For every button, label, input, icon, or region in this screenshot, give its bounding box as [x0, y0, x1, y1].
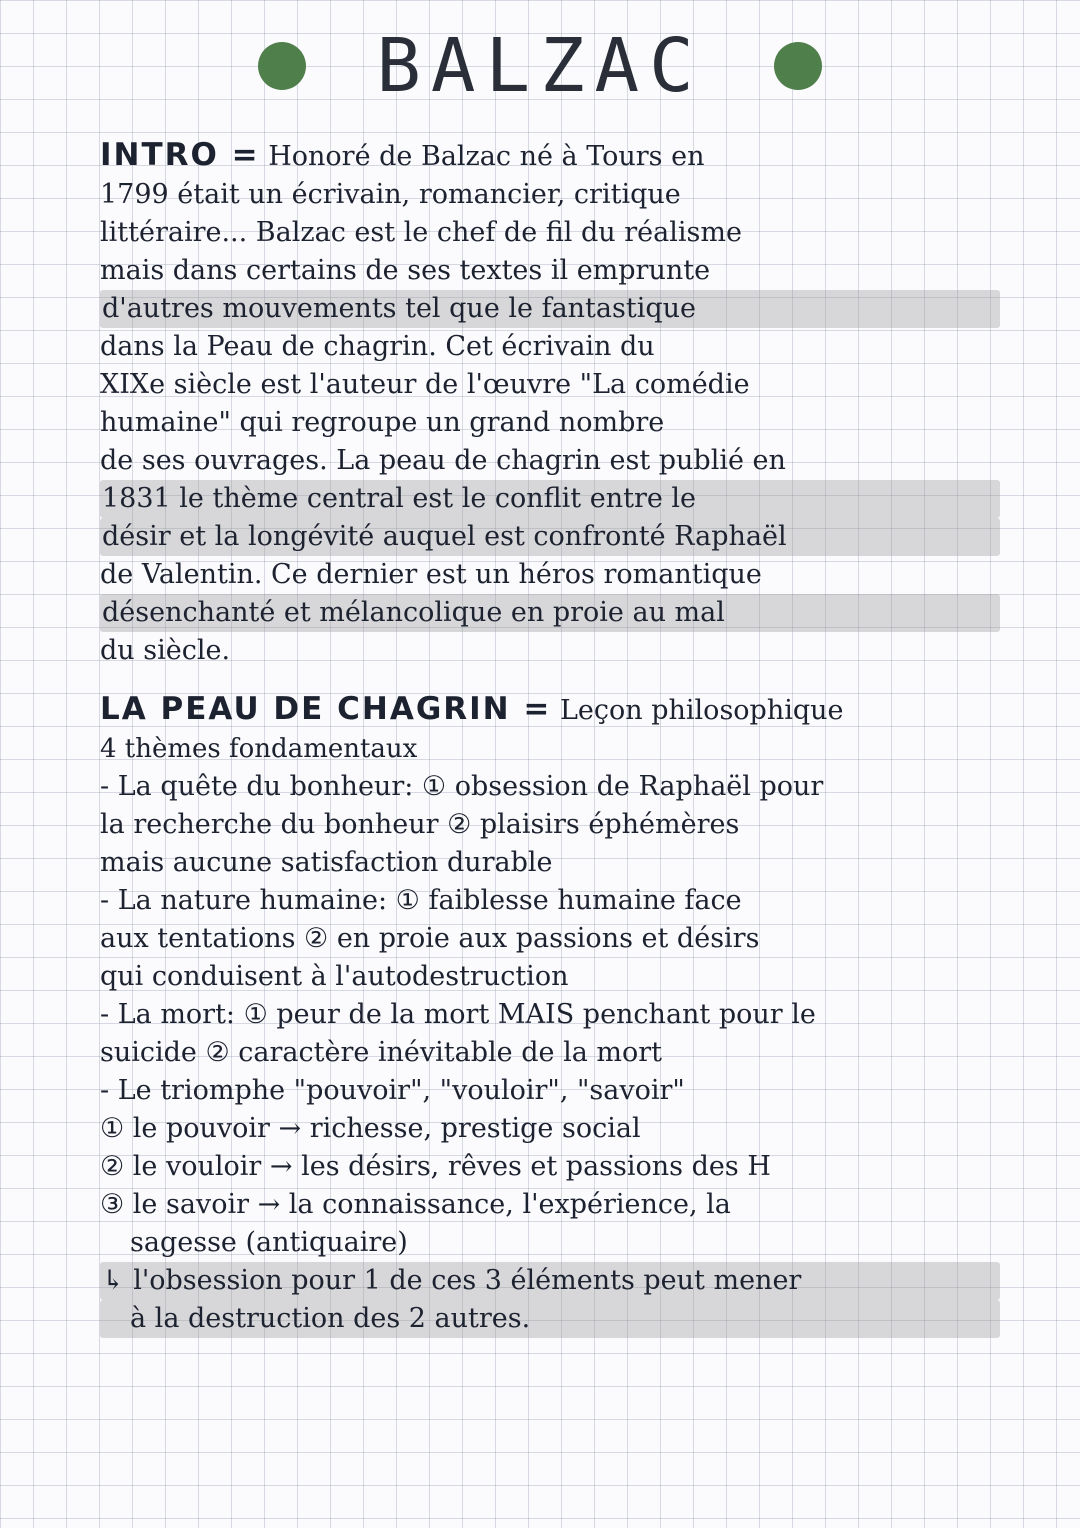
peau-line-12: sagesse (antiquaire)	[130, 1227, 408, 1258]
peau-line-9: ① le pouvoir → richesse, prestige social	[100, 1113, 641, 1144]
intro-line-5: dans la Peau de chagrin. Cet écrivain du	[100, 331, 655, 362]
peau-heading: LA PEAU DE CHAGRIN =	[100, 691, 552, 727]
intro-line-2: littéraire... Balzac est le chef de fil du réalisme	[100, 217, 742, 248]
intro-line-1: 1799 était un écrivain, romancier, critique	[100, 179, 681, 210]
peau-line-6: - La mort: ① peur de la mort MAIS penchant pour le	[100, 999, 816, 1030]
peau-line-11: ③ le savoir → la connaissance, l'expérience, la	[100, 1189, 731, 1220]
peau-line-7: suicide ② caractère inévitable de la mort	[100, 1037, 663, 1068]
intro-line-4: d'autres mouvements tel que le fantastique	[100, 290, 1000, 328]
intro-line-3: mais dans certains de ses textes il emprunte	[100, 255, 711, 286]
page-title: BALZAC	[376, 23, 704, 109]
peau-section	[100, 690, 1000, 1338]
peau-line-4: aux tentations ② en proie aux passions et désirs	[100, 923, 760, 954]
intro-heading: INTRO =	[100, 137, 260, 173]
intro-line-0: Honoré de Balzac né à Tours en	[268, 141, 705, 172]
green-dot-left-icon	[258, 42, 306, 90]
peau-subtitle: Leçon philosophique	[559, 695, 844, 726]
peau-heading-line	[100, 690, 1000, 730]
peau-line-14: à la destruction des 2 autres.	[100, 1300, 1000, 1338]
peau-line-13: ↳ l'obsession pour 1 de ces 3 éléments peut mener	[100, 1262, 1000, 1300]
peau-line-0: - La quête du bonheur: ① obsession de Raphaël pour	[100, 771, 824, 802]
intro-line-10: désir et la longévité auquel est confronté Raphaël	[100, 518, 1000, 556]
peau-line-1: la recherche du bonheur ② plaisirs éphémères	[100, 809, 740, 840]
themes-intro: 4 thèmes fondamentaux	[100, 734, 418, 764]
intro-line-6: XIXe siècle est l'auteur de l'œuvre "La comédie	[100, 369, 750, 400]
intro-line-13: du siècle.	[100, 635, 231, 666]
peau-line-2: mais aucune satisfaction durable	[100, 847, 553, 878]
intro-line	[100, 136, 1000, 176]
intro-line-12: désenchanté et mélancolique en proie au mal	[100, 594, 1000, 632]
title-row	[0, 16, 1080, 116]
intro-line-11: de Valentin. Ce dernier est un héros romantique	[100, 559, 762, 590]
peau-line-3: - La nature humaine: ① faiblesse humaine face	[100, 885, 742, 916]
peau-line-5: qui conduisent à l'autodestruction	[100, 961, 569, 992]
intro-line-9: 1831 le thème central est le conflit entre le	[100, 480, 1000, 518]
intro-line-8: de ses ouvrages. La peau de chagrin est publié en	[100, 445, 786, 476]
intro-section	[100, 136, 1000, 670]
peau-line-10: ② le vouloir → les désirs, rêves et passions des H	[100, 1151, 771, 1182]
peau-line-8: - Le triomphe "pouvoir", "vouloir", "savoir"	[100, 1075, 685, 1106]
green-dot-right-icon	[774, 42, 822, 90]
intro-line-7: humaine" qui regroupe un grand nombre	[100, 407, 665, 438]
